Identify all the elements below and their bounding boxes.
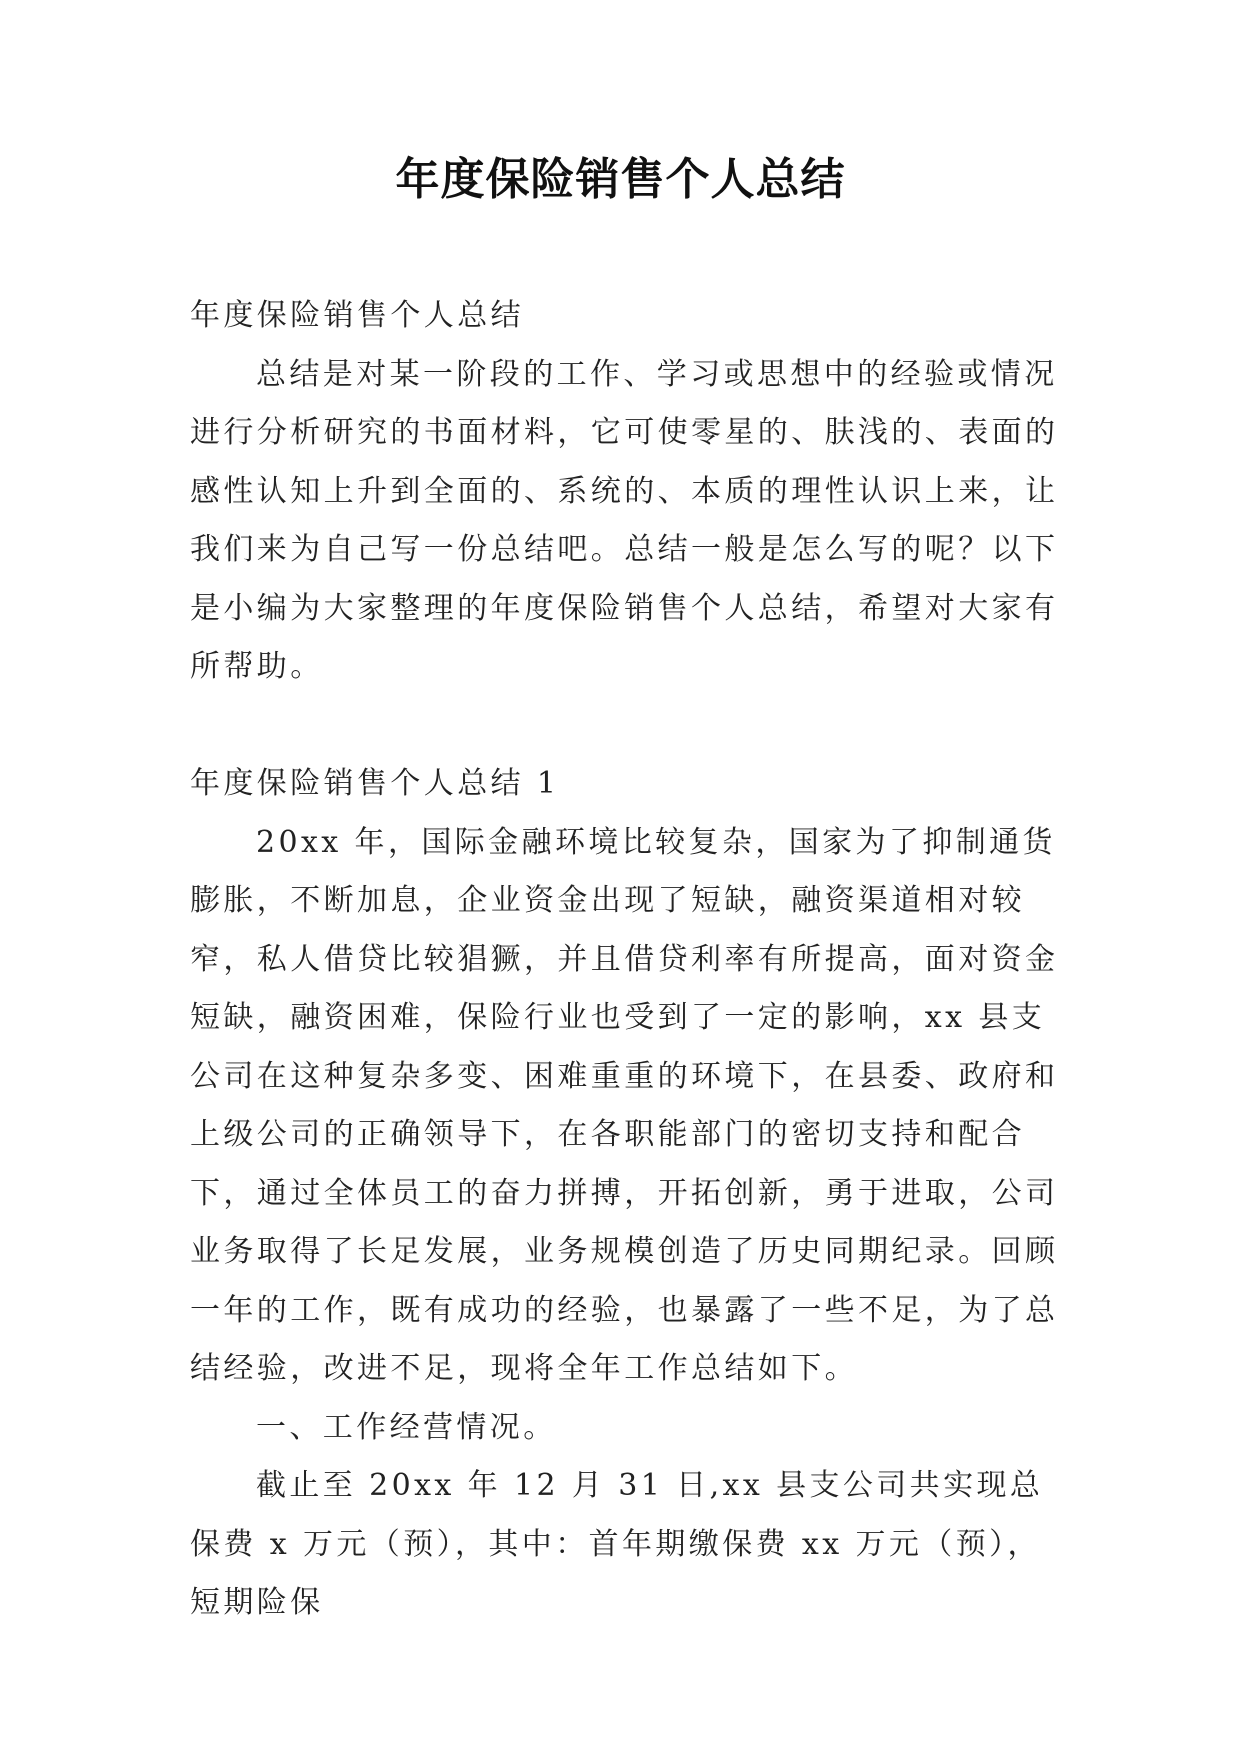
document-body bbox=[190, 287, 1062, 1633]
body-paragraph: 20xx 年，国际金融环境比较复杂，国家为了抑制通货膨胀，不断加息，企业资金出现了短缺，融资渠道相对较窄，私人借贷比较猖獗，并且借贷利率有所提高，面对资金短缺，融资困难，保险行业也受到了一定的影响，xx 县支公司在这种复杂多变、困难重重的环境下，在县委、政府和上级公司的正确领导下，在各职能部门的密切支持和配合下，通过全体员工的奋力拼搏，开拓创新，勇于进取，公司业务取得了长足发展，业务规模创造了历史同期纪录。回顾一年的工作，既有成功的经验，也暴露了一些不足，为了总结经验，改进不足，现将全年工作总结如下。 bbox=[190, 824, 1059, 1386]
intro-paragraph: 总结是对某一阶段的工作、学习或思想中的经验或情况进行分析研究的书面材料，它可使零星的、肤浅的、表面的感性认知上升到全面的、系统的、本质的理性认识上来，让我们来为自己写一份总结吧。总结一般是怎么写的呢？以下是小编为大家整理的年度保险销售个人总结，希望对大家有所帮助。 bbox=[190, 356, 1059, 684]
document-title: 年度保险销售个人总结 bbox=[395, 154, 846, 205]
paragraph-spacer bbox=[190, 697, 1062, 756]
section-heading: 年度保险销售个人总结 1 bbox=[190, 766, 560, 801]
list-item-heading: 一、工作经营情况。 bbox=[256, 1409, 557, 1445]
body-paragraph: 截止至 20xx 年 12 月 31 日,xx 县支公司共实现总保费 x 万元（预），其中：首年期缴保费 xx 万元（预），短期险保 bbox=[190, 1468, 1044, 1620]
subtitle: 年度保险销售个人总结 bbox=[190, 298, 524, 333]
